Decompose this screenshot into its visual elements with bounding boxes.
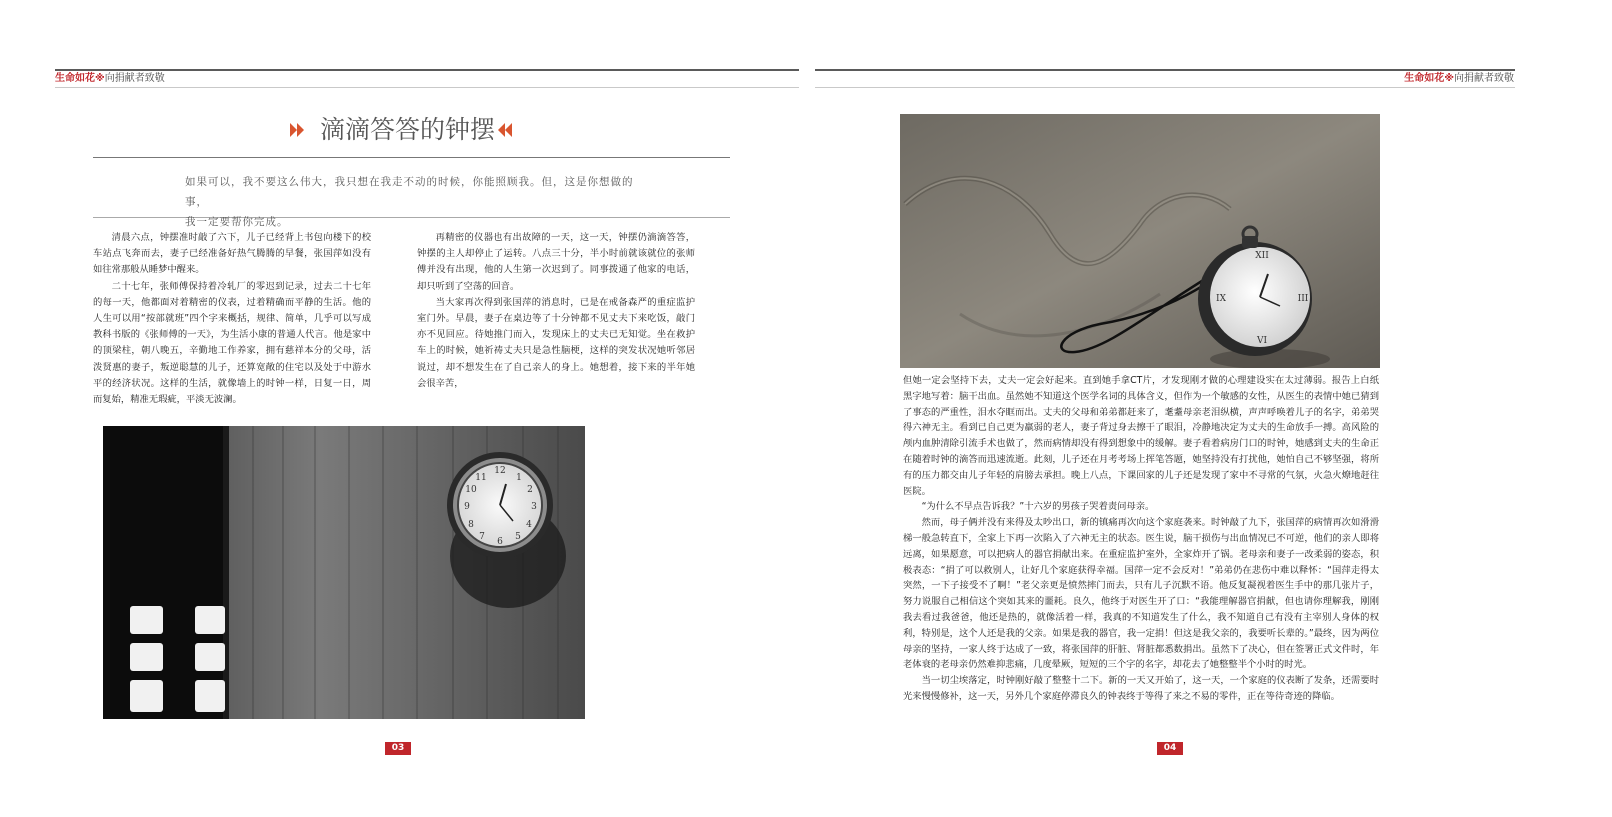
header-title: 生命如花	[1404, 73, 1445, 84]
svg-text:10: 10	[465, 485, 477, 495]
page-number-right: 04	[1157, 742, 1183, 755]
svg-text:XII: XII	[1255, 251, 1269, 261]
header-title: 生命如花	[55, 73, 95, 84]
svg-text:IX: IX	[1216, 294, 1226, 304]
header-star: ※	[1444, 73, 1454, 84]
wall-clock-photo	[103, 426, 585, 719]
header-subrule-right	[815, 87, 1515, 88]
paragraph: 但她一定会坚持下去，丈夫一定会好起来。直到她手拿CT片，才发现刚才做的心理建设实在太过薄弱。报告上白纸黑字地写着：脑干出血。虽然她不知道这个医学名词的具体含义，但作为一个敏感的女性，从医生的表情中她已猜到了事态的严重性，泪水夺眶而出。丈夫的父母和弟弟都赶来了，耄耋母亲老泪纵横，声声呼唤着儿子的名字，弟弟哭得六神无主。看到已自己更为羸弱的老人，妻子背过身去擦干了眼泪，冷静地决定为丈夫的生命放手一搏。高风险的颅内血肿清除引流手术也做了，然而病情却没有得到想象中的缓解。妻子看着病房门口的时钟，她感到丈夫的生命正在随着时钟的滴答而迅速流逝。此刻，儿子还在月考考场上挥笔答题，她坚持没有打扰他，她怕自己不够坚强，将所有的压力都交由儿子年轻的肩膀去承担。晚上八点，下课回家的儿子还是发现了家中不寻常的气氛，火急火燎地赶往医院。	[903, 375, 1379, 497]
svg-text:2: 2	[527, 485, 533, 495]
quote-line: 如果可以，我不要这么伟大，我只想在我走不动的时候，你能照顾我。但，这是你想做的事，	[185, 176, 634, 208]
svg-text:VI: VI	[1256, 336, 1268, 346]
header-subtitle: 向捐献者致敬	[104, 73, 165, 84]
paragraph: “为什么不早点告诉我？”十六岁的男孩子哭着责问母亲。	[921, 501, 1155, 513]
title-arrow-right-icon	[498, 121, 516, 139]
page-number-left: 03	[385, 742, 411, 755]
article-title-block	[290, 112, 530, 148]
title-underline	[93, 157, 730, 158]
quote-line: 我一定要帮你完成。	[185, 216, 289, 228]
svg-text:12: 12	[494, 466, 506, 476]
svg-text:4: 4	[526, 520, 532, 530]
pocket-watch-photo	[900, 114, 1380, 368]
svg-text:11: 11	[475, 473, 487, 483]
article-title: 滴滴答答的钟摆	[320, 115, 496, 144]
svg-text:9: 9	[464, 502, 470, 512]
header-star: ※	[95, 73, 105, 84]
header-rule-right	[815, 69, 1515, 71]
running-header-left	[55, 73, 165, 85]
title-arrow-left-icon	[290, 121, 308, 139]
svg-text:5: 5	[515, 532, 521, 542]
paragraph: 清晨六点，钟摆准时敲了六下，儿子已经背上书包向楼下的校车站点飞奔而去，妻子已经准备好热气腾腾的早餐，张国萍如没有如往常那般从睡梦中醒来。	[93, 232, 371, 276]
header-subtitle: 向捐献者致敬	[1454, 73, 1514, 84]
running-header-right	[1404, 73, 1514, 85]
paragraph: 当一切尘埃落定，时钟刚好敲了整整十二下。新的一天又开始了，这一天，一个家庭的仪表断了发条，还需要时光来慢慢修补，这一天，另外几个家庭停滞良久的钟表终于等得了来之不易的零件，正在等待奇迹的降临。	[903, 675, 1379, 702]
header-rule-left	[55, 69, 799, 71]
paragraph: 再精密的仪器也有出故障的一天，这一天，钟摆仍滴滴答答，钟摆的主人却停止了运转。八点三十分，半小时前就该就位的张师傅并没有出现，他的人生第一次迟到了。同事拨通了他家的电话，却只听到了空荡的回音。	[417, 232, 695, 292]
paragraph: 二十七年，张师傅保持着冷轧厂的零迟到记录，过去二十七年的每一天，他都面对着精密的仪表，过着精确而平静的生活。他的人生可以用“按部就班”四个字来概括，规律、简单，几乎可以写成教科书版的《张师傅的一天》，为生活小康的普通人代言。他是家中的顶梁柱，朝八晚五，辛勤地工作养家，拥有慈祥本分的父母，活泼贤惠的妻子，叛逆聪慧的儿子，还算宽敞的住宅以及处于中游水平的经济状况。这样的生活，就像墙上的时钟一样，日复一日，周而复始，精准无瑕疵，平淡无波澜。	[93, 280, 371, 406]
svg-text:3: 3	[531, 502, 537, 512]
svg-text:6: 6	[497, 537, 503, 547]
svg-text:8: 8	[468, 520, 474, 530]
svg-text:1: 1	[516, 473, 522, 483]
svg-text:III: III	[1297, 294, 1309, 304]
paragraph: 然而，母子俩并没有来得及太吵出口，新的镇痛再次向这个家庭袭来。时钟敲了九下，张国萍的病情再次如滑滑梯一般急转直下，全家上下再一次陷入了六神无主的状态。医生说，脑干损伤与出血情况已不可逆，他们的亲人即将远离，如果愿意，可以把病人的器官捐献出来。在重症监护室外，全家炸开了锅。老母亲和妻子一改柔弱的姿态，积极表态：“捐了可以救别人，让好几个家庭获得幸福。国萍一定不会反对！”弟弟仍在悲伤中难以释怀：“国萍走得太突然，一下子接受不了啊！”老父亲更是愤然摔门而去，只有儿子沉默不语。他反复凝视着医生手中的那几张片子，努力说服自己相信这个突如其来的噩耗。良久，他终于对医生开了口：“我能理解器官捐献，但也请你理解我，刚刚我去看过我爸爸，他还是热的，就像活着一样，我真的不知道发生了什么，我不知道自己有没有主宰别人身体的权利，特别是，这个人还是我的父亲。如果是我的器官，我一定捐！但这是我父亲的，我要听长辈的。”最终，因为两位母亲的坚持，一家人终于达成了一致，将张国萍的肝脏、肾脏都悉数捐出。虽然下了决心，但在签署正式文件时，年老体衰的老母亲仍然难抑悲痛，几度晕厥，短短的三个字的名字，却花去了她整整半个小时的时光。	[903, 517, 1379, 671]
pull-quote	[185, 172, 655, 232]
svg-text:7: 7	[479, 532, 485, 542]
header-subrule-left	[55, 87, 799, 88]
paragraph: 当大家再次得到张国萍的消息时，已是在戒备森严的重症监护室门外。早晨，妻子在桌边等了十分钟都不见丈夫下来吃饭，敲门亦不见回应。待她推门而入，发现床上的丈夫已无知觉。坐在救护车上的时候，她祈祷丈夫只是急性脑梗，这样的突发状况她听邻居说过，却不想发生在了自己亲人的身上。她想着，接下来的半年她会很辛苦，	[417, 296, 695, 389]
body-column-3	[903, 373, 1379, 705]
body-column-1	[93, 230, 371, 408]
body-column-2	[417, 230, 695, 392]
